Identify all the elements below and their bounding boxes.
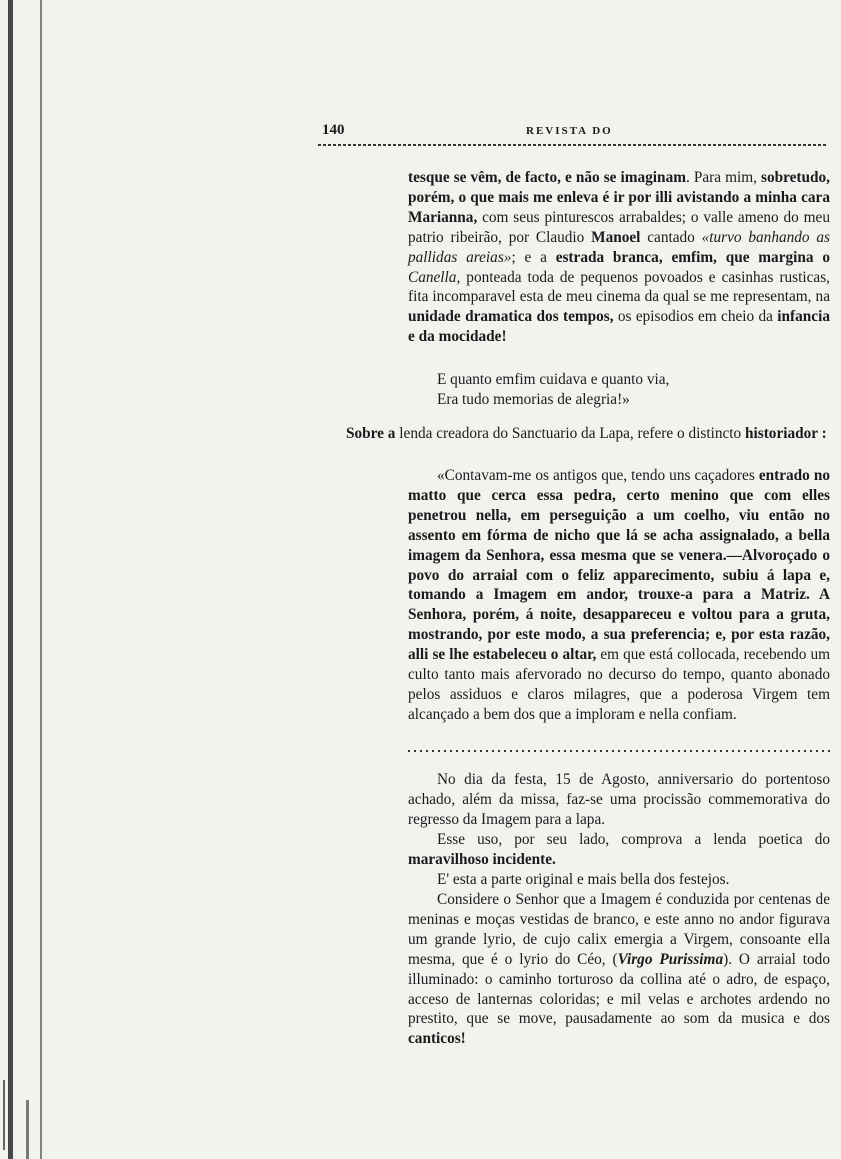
scan-gutter-mark [3,1080,5,1150]
paragraph-legend-intro: Sobre a lenda creadora do Sanctuario da Lapa, refere o distincto historiador : [346,425,827,442]
paragraph-legend-quote: «Contavam-me os antigos que, tendo uns caçadores entrado no matto que cerca essa pedra, certo menino que com elles penetrou nella, em perseguição a um coelho, viu então no assento em fórma de nicho que lá se acha assignalado, a bella imagem da Senhora, essa mesma que se venera.—Alvoroçado o povo do arraial com o feliz apparecimento, subiu á lapa e, tomando a Imagem em andor, trouxe-a para a Matriz. A Senhora, porém, á noite, desappareceu e voltou para a gruta, mostrando, por este modo, a sua preferencia; e, por esta razão, alli se lhe estabeleceu o altar, em que está collocada, recebendo um culto tanto mais afervorado no decurso do tempo, quanto abonado pelos assiduos e claros milagres, que a poderosa Virgem tem alcançado a bem dos que a imploram e nella confiam. [408,467,831,723]
scan-gutter-mark-2 [26,1100,29,1159]
verse-line-1: E quanto emfim cuidava e quanto via, [437,371,670,388]
scan-gutter-shadow [8,0,13,1159]
paragraph-procession: Considere o Senhor que a Imagem é conduzida por centenas de meninas e moças vestidas de branco, e este anno no andor figurava um grande lyrio, de cujo calix emergia a Virgem, consoante ella mesma, que é o lyrio do Céo, (Virgo Purissima). O arraial todo illuminado: o caminho torturoso da collina até o adro, de espaço, acceso de lanternas coloridas; e mil velas e archotes ardendo no prestito, que se move, pausadamente ao som da musica e dos canticos! [408,891,830,1048]
paragraph-memories: tesque se vêm, de facto, e não se imaginam. Para mim, sobretudo, porém, o que mais me enleva é ir por illi avistando a minha cara Marianna, com seus pinturescos arrabaldes; o valle ameno do meu patrio ribeirão, por Claudio Manoel cantado «turvo banhando as pallidas areias»; e a estrada branca, emfim, que margina o Canella, ponteada toda de pequenos povoados e casinhas rusticas, fita incomparavel esta de meu cinema da qual se me representam, na unidade dramatica dos tempos, os episodios em cheio da infancia e da mocidade! [408,169,830,346]
paragraph-original: E' esta a parte original e mais bella dos festejos. [437,871,730,888]
river-name: Canella [408,268,457,286]
latin-title: Virgo Purissima [617,950,724,968]
page-number: 140 [322,122,345,138]
header-rule [318,144,828,146]
quoted-verse: «turvo banhando as pallidas areias» [408,228,830,266]
ellipsis-separator [408,750,830,752]
running-head: REVISTA DO [526,125,613,137]
paragraph-custom: Esse uso, por seu lado, comprova a lenda poetica do maravilhoso incidente. [408,831,830,868]
paragraph-festival: No dia da festa, 15 de Agosto, anniversario do portentoso achado, além da missa, faz-se uma procissão commemorativa do regresso da Imagem para a lapa. [408,771,830,828]
verse-line-2: Era tudo memorias de alegria!» [437,391,630,408]
page-header [318,120,828,150]
scan-gutter-line [40,0,42,1159]
